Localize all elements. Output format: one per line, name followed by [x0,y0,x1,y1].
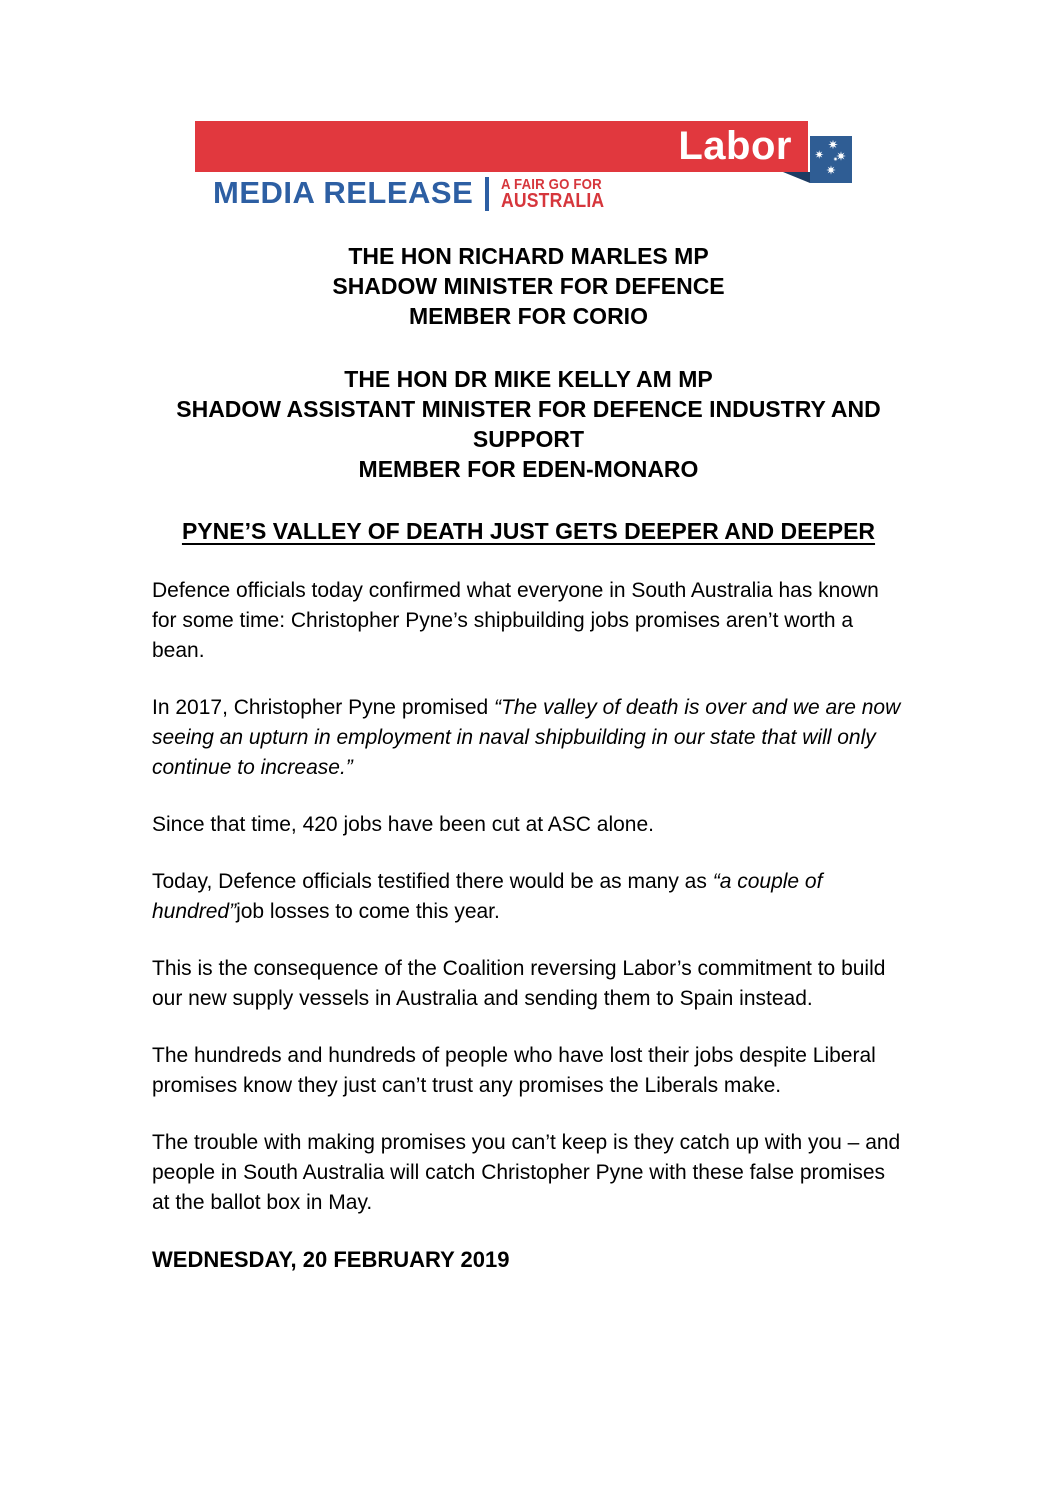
date-line: WEDNESDAY, 20 FEBRUARY 2019 [152,1247,510,1272]
paragraph [152,1041,905,1101]
author-line: SHADOW ASSISTANT MINISTER FOR DEFENCE INDUSTRY AND [176,396,881,422]
star-icon [836,151,846,161]
letterhead [195,121,858,211]
paragraph [152,954,905,1014]
headline [152,516,905,546]
star-icon [815,150,824,159]
text-run: “The valley of death is over and we are now seeing an upturn in employment in naval shipbuilding in our state that will only continue to increase.” [152,696,901,779]
paragraph [152,1128,905,1218]
body-paragraphs [152,576,905,1218]
star-icon [828,140,838,150]
text-run: In 2017, Christopher Pyne promised [152,696,495,719]
author-block-marles [152,241,905,331]
author-line: SHADOW MINISTER FOR DEFENCE [332,273,725,299]
separator-bar-icon [485,177,489,211]
text-run: The hundreds and hundreds of people who have lost their jobs despite Liberal promises know they just can’t trust any promises the Liberals make. [152,1044,876,1097]
text-run: This is the consequence of the Coalition reversing Labor’s commitment to build our new supply vessels in Australia and sending them to Spain instead. [152,957,886,1010]
headline-text: PYNE’S VALLEY OF DEATH JUST GETS DEEPER AND DEEPER [181,518,876,544]
star-icon [833,157,838,162]
author-line: THE HON RICHARD MARLES MP [348,243,709,269]
star-icon [826,165,835,174]
labor-logo-text: Labor [678,124,792,168]
ribbon-fold [783,172,810,183]
tagline-line2: AUSTRALIA [501,190,605,212]
paragraph [152,810,905,840]
media-release-label: MEDIA RELEASE [213,175,474,210]
text-run: Since that time, 420 jobs have been cut at ASC alone. [152,813,654,836]
text-run: Defence officials today confirmed what everyone in South Australia has known for some time: Christopher Pyne’s shipbuilding jobs promises aren’t worth a bean. [152,579,879,662]
media-release-row [195,175,858,211]
tagline-line1: A FAIR GO FOR [501,176,603,193]
author-block-kelly [152,364,905,484]
paragraph [152,576,905,666]
southern-cross-flag-icon [775,121,858,191]
tagline [501,175,604,210]
labor-banner [195,121,858,172]
document-body [152,241,905,1275]
paragraph [152,867,905,927]
author-line: MEMBER FOR CORIO [409,303,648,329]
red-banner [195,121,808,172]
text-run: job losses to come this year. [236,900,500,923]
author-line: THE HON DR MIKE KELLY AM MP [344,366,713,392]
text-run: Today, Defence officials testified there would be as many as [152,870,713,893]
author-line: SUPPORT [472,426,585,452]
paragraph [152,693,905,783]
author-line: MEMBER FOR EDEN-MONARO [358,456,699,482]
text-run: “a couple of hundred” [152,870,823,923]
text-run: The trouble with making promises you can’t keep is they catch up with you – and people in South Australia will catch Christopher Pyne with these false promises at the ballot box in May. [152,1131,901,1214]
